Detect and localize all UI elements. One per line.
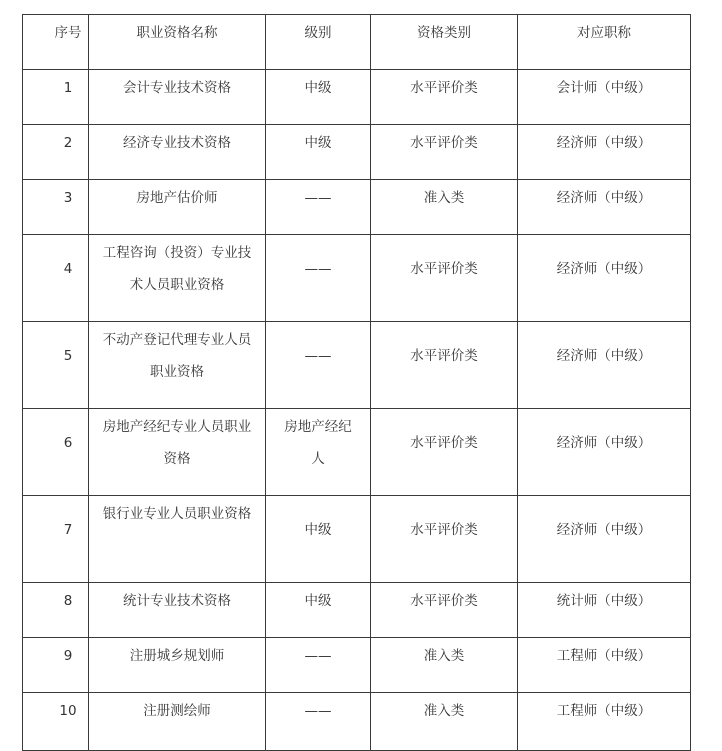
cell-name-text: 注册城乡规划师 (129, 648, 225, 664)
cell-level-text: 房地产经纪人 (284, 419, 352, 467)
cell-no-text: 4 (63, 261, 73, 277)
cell-level-text: 中级 (304, 522, 332, 538)
cell-level (266, 70, 371, 125)
cell-type (371, 409, 518, 496)
table-row (23, 409, 691, 496)
cell-level (266, 693, 371, 751)
cell-type (371, 496, 518, 583)
cell-no-text: 2 (63, 135, 73, 151)
cell-level-text: —— (304, 261, 332, 277)
cell-name-text: 工程咨询（投资）专业技术人员职业资格 (102, 245, 252, 293)
cell-level-text: —— (304, 348, 332, 364)
table-row (23, 583, 691, 638)
cell-no (23, 638, 89, 693)
cell-title (518, 180, 691, 235)
table-row (23, 638, 691, 693)
header-no-label: 序号 (54, 25, 82, 41)
table-row (23, 322, 691, 409)
cell-type-text: 水平评价类 (410, 80, 478, 96)
cell-title-text: 经济师（中级） (556, 522, 652, 538)
cell-no-text: 6 (63, 435, 73, 451)
cell-type-text: 水平评价类 (410, 261, 478, 277)
cell-type (371, 180, 518, 235)
cell-no (23, 125, 89, 180)
cell-type (371, 638, 518, 693)
cell-level (266, 180, 371, 235)
cell-level (266, 583, 371, 638)
header-title (518, 15, 691, 70)
cell-type-text: 准入类 (423, 190, 465, 206)
cell-no-text: 8 (63, 593, 73, 609)
cell-name (89, 409, 266, 496)
cell-level-text: —— (304, 648, 332, 664)
cell-type (371, 235, 518, 322)
table-row (23, 693, 691, 751)
table-row (23, 235, 691, 322)
cell-name-text: 银行业专业人员职业资格 (102, 506, 252, 522)
cell-title-text: 经济师（中级） (556, 435, 652, 451)
cell-level (266, 638, 371, 693)
cell-level-text: —— (304, 190, 332, 206)
cell-no (23, 693, 89, 751)
cell-name-text: 注册测绘师 (143, 703, 211, 719)
cell-level-text: 中级 (304, 80, 332, 96)
cell-type (371, 322, 518, 409)
cell-title (518, 409, 691, 496)
cell-level-text: 中级 (304, 593, 332, 609)
cell-title (518, 235, 691, 322)
header-type-label: 资格类别 (417, 25, 471, 41)
header-name (89, 15, 266, 70)
cell-name (89, 180, 266, 235)
table-row (23, 180, 691, 235)
header-name-label: 职业资格名称 (136, 25, 218, 41)
cell-name (89, 583, 266, 638)
cell-level-text: 中级 (304, 135, 332, 151)
cell-no (23, 322, 89, 409)
cell-no (23, 496, 89, 583)
cell-no-text: 7 (63, 522, 73, 538)
table-header-row (23, 15, 691, 70)
cell-title-text: 经济师（中级） (556, 190, 652, 206)
cell-no (23, 180, 89, 235)
cell-level (266, 235, 371, 322)
cell-type-text: 准入类 (423, 703, 465, 719)
cell-name (89, 322, 266, 409)
cell-type-text: 水平评价类 (410, 135, 478, 151)
cell-name (89, 235, 266, 322)
cell-level (266, 409, 371, 496)
cell-no (23, 583, 89, 638)
cell-no-text: 5 (63, 348, 73, 364)
cell-name (89, 693, 266, 751)
cell-title (518, 70, 691, 125)
cell-title (518, 125, 691, 180)
cell-name-text: 房地产估价师 (136, 190, 218, 206)
cell-name (89, 638, 266, 693)
header-level-label: 级别 (304, 25, 332, 41)
cell-name (89, 496, 266, 583)
cell-type (371, 70, 518, 125)
cell-title-text: 经济师（中级） (556, 135, 652, 151)
cell-type (371, 693, 518, 751)
cell-name-text: 房地产经纪专业人员职业资格 (102, 419, 252, 467)
cell-no-text: 1 (63, 80, 73, 96)
cell-name-text: 会计专业技术资格 (123, 80, 231, 96)
header-title-label: 对应职称 (577, 25, 631, 41)
cell-type-text: 水平评价类 (410, 522, 478, 538)
cell-title (518, 638, 691, 693)
cell-no (23, 70, 89, 125)
cell-no (23, 409, 89, 496)
cell-type-text: 水平评价类 (410, 593, 478, 609)
cell-type (371, 583, 518, 638)
cell-no (23, 235, 89, 322)
cell-title-text: 经济师（中级） (556, 348, 652, 364)
qualification-table (22, 14, 691, 751)
table-row (23, 125, 691, 180)
cell-level (266, 125, 371, 180)
cell-type (371, 125, 518, 180)
cell-title (518, 583, 691, 638)
cell-level (266, 496, 371, 583)
table-row (23, 70, 691, 125)
cell-name (89, 70, 266, 125)
cell-name-text: 不动产登记代理专业人员职业资格 (102, 332, 252, 380)
table-row (23, 496, 691, 583)
cell-no-text: 10 (59, 703, 77, 719)
cell-title-text: 工程师（中级） (556, 703, 652, 719)
cell-name-text: 统计专业技术资格 (123, 593, 231, 609)
cell-title-text: 工程师（中级） (556, 648, 652, 664)
cell-type-text: 水平评价类 (410, 435, 478, 451)
cell-title (518, 322, 691, 409)
cell-title-text: 会计师（中级） (556, 80, 652, 96)
cell-no-text: 9 (63, 648, 73, 664)
cell-title (518, 693, 691, 751)
header-level (266, 15, 371, 70)
cell-no-text: 3 (63, 190, 73, 206)
cell-type-text: 准入类 (423, 648, 465, 664)
cell-name (89, 125, 266, 180)
cell-title-text: 统计师（中级） (556, 593, 652, 609)
cell-name-text: 经济专业技术资格 (123, 135, 231, 151)
header-no (23, 15, 89, 70)
cell-title (518, 496, 691, 583)
cell-level (266, 322, 371, 409)
cell-level-text: —— (304, 703, 332, 719)
cell-title-text: 经济师（中级） (556, 261, 652, 277)
header-type (371, 15, 518, 70)
cell-type-text: 水平评价类 (410, 348, 478, 364)
